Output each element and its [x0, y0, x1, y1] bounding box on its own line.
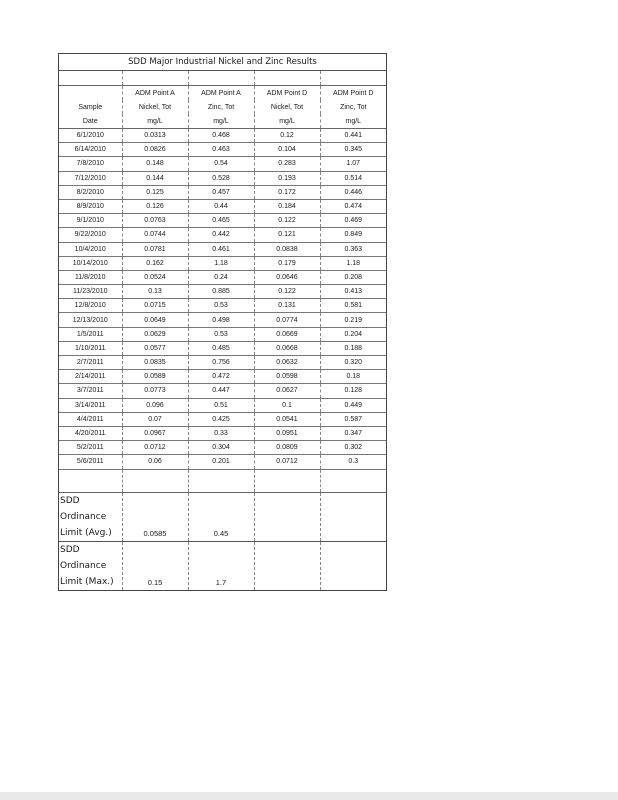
result-value-cell: 0.0712 — [254, 455, 320, 469]
result-value-cell: 0.441 — [320, 129, 386, 143]
result-value-cell: 0.457 — [188, 185, 254, 199]
result-value-cell: 0.304 — [188, 441, 254, 455]
result-value-cell: 0.121 — [254, 228, 320, 242]
table-row — [59, 398, 386, 412]
result-value-cell: 0.33 — [188, 426, 254, 440]
result-value-cell: 0.18 — [320, 370, 386, 384]
results-table — [59, 54, 386, 590]
result-value-cell: 0.756 — [188, 356, 254, 370]
table-row — [59, 384, 386, 398]
header-cell: ADM Point A — [188, 86, 254, 101]
table-row — [59, 214, 386, 228]
result-value-cell: 0.0781 — [122, 242, 188, 256]
result-value-cell: 0.449 — [320, 398, 386, 412]
header-cell: Zinc, Tot — [340, 103, 367, 111]
result-value-cell: 0.469 — [320, 214, 386, 228]
result-value-cell: 0.128 — [320, 384, 386, 398]
result-value-cell: 0.24 — [188, 270, 254, 284]
sample-date-cell: 4/4/2011 — [59, 412, 122, 426]
result-value-cell: 0.0826 — [122, 143, 188, 157]
sample-date-cell: 3/7/2011 — [59, 384, 122, 398]
result-value-cell: 0.472 — [188, 370, 254, 384]
table-row — [59, 256, 386, 270]
result-value-cell: 1.07 — [320, 157, 386, 171]
sample-date-cell: 8/9/2010 — [59, 199, 122, 213]
result-value-cell: 0.0835 — [122, 356, 188, 370]
result-value-cell: 0.122 — [254, 214, 320, 228]
table-row — [59, 341, 386, 355]
result-value-cell: 0.0632 — [254, 356, 320, 370]
limit-value: 0.15 — [122, 541, 188, 590]
table-row — [59, 228, 386, 242]
sample-date-cell: 3/14/2011 — [59, 398, 122, 412]
sample-date-cell: 6/14/2010 — [59, 143, 122, 157]
result-value-cell: 0.0669 — [254, 327, 320, 341]
table-row — [59, 412, 386, 426]
header-cell: Nickel, Tot — [254, 100, 320, 114]
limit-value — [320, 492, 386, 541]
result-value-cell: 0.12 — [254, 129, 320, 143]
limit-value — [254, 541, 320, 590]
result-value-cell: 0.13 — [122, 285, 188, 299]
limit-value: 0.0585 — [122, 492, 188, 541]
result-value-cell: 0.885 — [188, 285, 254, 299]
header-row-units — [59, 114, 386, 129]
result-value-cell: 0.0627 — [254, 384, 320, 398]
result-value-cell: 0.54 — [188, 157, 254, 171]
result-value-cell: 0.0541 — [254, 412, 320, 426]
header-cell: ADM Point D — [333, 89, 374, 97]
result-value-cell: 0.514 — [320, 171, 386, 185]
result-value-cell: 0.208 — [320, 270, 386, 284]
table-title-row — [59, 54, 386, 71]
table-row — [59, 199, 386, 213]
result-value-cell: 0.0629 — [122, 327, 188, 341]
result-value-cell: 0.172 — [254, 185, 320, 199]
result-value-cell: 0.0649 — [122, 313, 188, 327]
result-value-cell: 0.302 — [320, 441, 386, 455]
table-row — [59, 129, 386, 143]
table-row — [59, 455, 386, 469]
result-value-cell: 0.125 — [122, 185, 188, 199]
header-row-location — [59, 86, 386, 101]
header-cell: Date — [59, 114, 122, 129]
header-cell: Sample — [59, 100, 122, 114]
result-value-cell: 0.0577 — [122, 341, 188, 355]
result-value-cell: 0.096 — [122, 398, 188, 412]
result-value-cell: 0.51 — [188, 398, 254, 412]
result-value-cell: 0.528 — [188, 171, 254, 185]
limit-row-avg — [59, 492, 386, 541]
header-cell: Nickel, Tot — [122, 100, 188, 114]
result-value-cell: 0.413 — [320, 285, 386, 299]
blank-row — [59, 469, 386, 492]
result-value-cell: 0.0967 — [122, 426, 188, 440]
result-value-cell: 0.204 — [320, 327, 386, 341]
result-value-cell: 0.144 — [122, 171, 188, 185]
result-value-cell: 0.465 — [188, 214, 254, 228]
result-value-cell: 0.0589 — [122, 370, 188, 384]
result-value-cell: 0.442 — [188, 228, 254, 242]
result-value-cell: 0.53 — [188, 327, 254, 341]
limit-value — [320, 541, 386, 590]
sample-date-cell: 7/8/2010 — [59, 157, 122, 171]
result-value-cell: 0.468 — [188, 129, 254, 143]
result-value-cell: 0.849 — [320, 228, 386, 242]
table-row — [59, 327, 386, 341]
page-bottom-edge — [0, 792, 618, 800]
result-value-cell: 0.0668 — [254, 341, 320, 355]
table-row — [59, 441, 386, 455]
result-value-cell: 0.425 — [188, 412, 254, 426]
header-row-parameter — [59, 100, 386, 114]
header-cell — [59, 86, 122, 101]
table-row — [59, 270, 386, 284]
result-value-cell: 0.463 — [188, 143, 254, 157]
header-cell: ADM Point D — [254, 86, 320, 101]
result-value-cell: 0.0712 — [122, 441, 188, 455]
result-value-cell: 0.06 — [122, 455, 188, 469]
result-value-cell: 0.0715 — [122, 299, 188, 313]
table-row — [59, 171, 386, 185]
result-value-cell: 0.485 — [188, 341, 254, 355]
result-value-cell: 0.0524 — [122, 270, 188, 284]
header-cell: mg/L — [320, 114, 386, 129]
result-value-cell: 0.44 — [188, 199, 254, 213]
table-row — [59, 356, 386, 370]
header-cell: Zinc, Tot — [188, 100, 254, 114]
limit-value: 1.7 — [188, 541, 254, 590]
result-value-cell: 0.0313 — [122, 129, 188, 143]
result-value-cell: 0.0598 — [254, 370, 320, 384]
sample-date-cell: 1/5/2011 — [59, 327, 122, 341]
result-value-cell: 0.283 — [254, 157, 320, 171]
table-row — [59, 299, 386, 313]
result-value-cell: 0.581 — [320, 299, 386, 313]
sample-date-cell: 10/14/2010 — [59, 256, 122, 270]
result-value-cell: 0.131 — [254, 299, 320, 313]
sample-date-cell: 5/6/2011 — [59, 455, 122, 469]
table-row — [59, 313, 386, 327]
header-cell: mg/L — [188, 114, 254, 129]
limit-value — [254, 492, 320, 541]
sample-date-cell: 5/2/2011 — [59, 441, 122, 455]
result-value-cell: 0.461 — [188, 242, 254, 256]
sample-date-cell: 11/23/2010 — [59, 285, 122, 299]
result-value-cell: 0.446 — [320, 185, 386, 199]
result-value-cell: 0.3 — [320, 455, 386, 469]
table-row — [59, 285, 386, 299]
result-value-cell: 0.193 — [254, 171, 320, 185]
sample-date-cell: 11/8/2010 — [59, 270, 122, 284]
result-value-cell: 0.104 — [254, 143, 320, 157]
sample-date-cell: 12/13/2010 — [59, 313, 122, 327]
sample-date-cell: 10/4/2010 — [59, 242, 122, 256]
result-value-cell: 0.179 — [254, 256, 320, 270]
result-value-cell: 0.0951 — [254, 426, 320, 440]
results-table-container — [58, 53, 387, 591]
result-value-cell: 0.320 — [320, 356, 386, 370]
table-row — [59, 185, 386, 199]
limit-label: SDD Ordinance Limit (Avg.) — [59, 492, 122, 541]
sample-date-cell: 7/12/2010 — [59, 171, 122, 185]
result-value-cell: 0.0809 — [254, 441, 320, 455]
sample-date-cell: 2/14/2011 — [59, 370, 122, 384]
result-value-cell: 0.148 — [122, 157, 188, 171]
spacer-row — [59, 71, 386, 86]
result-value-cell: 0.53 — [188, 299, 254, 313]
header-cell: ADM Point A — [122, 86, 188, 101]
result-value-cell: 0.363 — [320, 242, 386, 256]
result-value-cell: 0.0838 — [254, 242, 320, 256]
sample-date-cell: 8/2/2010 — [59, 185, 122, 199]
sample-date-cell: 2/7/2011 — [59, 356, 122, 370]
result-value-cell: 0.474 — [320, 199, 386, 213]
result-value-cell: 0.587 — [320, 412, 386, 426]
result-value-cell: 0.201 — [188, 455, 254, 469]
result-value-cell: 0.0773 — [122, 384, 188, 398]
limit-value: 0.45 — [188, 492, 254, 541]
header-cell: mg/L — [122, 114, 188, 129]
sample-date-cell: 9/22/2010 — [59, 228, 122, 242]
result-value-cell: 1.18 — [320, 256, 386, 270]
result-value-cell: 0.07 — [122, 412, 188, 426]
sample-date-cell: 4/20/2011 — [59, 426, 122, 440]
limit-row-max — [59, 541, 386, 590]
result-value-cell: 0.0774 — [254, 313, 320, 327]
sample-date-cell: 1/10/2011 — [59, 341, 122, 355]
sample-date-cell: 12/8/2010 — [59, 299, 122, 313]
result-value-cell: 0.0763 — [122, 214, 188, 228]
limit-label: SDD Ordinance Limit (Max.) — [59, 541, 122, 590]
result-value-cell: 0.219 — [320, 313, 386, 327]
header-cell: mg/L — [254, 114, 320, 129]
result-value-cell: 0.126 — [122, 199, 188, 213]
sample-date-cell: 6/1/2010 — [59, 129, 122, 143]
result-value-cell: 0.447 — [188, 384, 254, 398]
result-value-cell: 0.1 — [254, 398, 320, 412]
table-row — [59, 143, 386, 157]
sample-date-cell: 9/1/2010 — [59, 214, 122, 228]
result-value-cell: 1.18 — [188, 256, 254, 270]
result-value-cell: 0.347 — [320, 426, 386, 440]
result-value-cell: 0.188 — [320, 341, 386, 355]
result-value-cell: 0.0744 — [122, 228, 188, 242]
table-title: SDD Major Industrial Nickel and Zinc Results — [59, 54, 386, 71]
result-value-cell: 0.345 — [320, 143, 386, 157]
table-row — [59, 157, 386, 171]
result-value-cell: 0.184 — [254, 199, 320, 213]
table-row — [59, 370, 386, 384]
table-row — [59, 426, 386, 440]
result-value-cell: 0.0646 — [254, 270, 320, 284]
result-value-cell: 0.162 — [122, 256, 188, 270]
result-value-cell: 0.498 — [188, 313, 254, 327]
result-value-cell: 0.122 — [254, 285, 320, 299]
table-row — [59, 242, 386, 256]
